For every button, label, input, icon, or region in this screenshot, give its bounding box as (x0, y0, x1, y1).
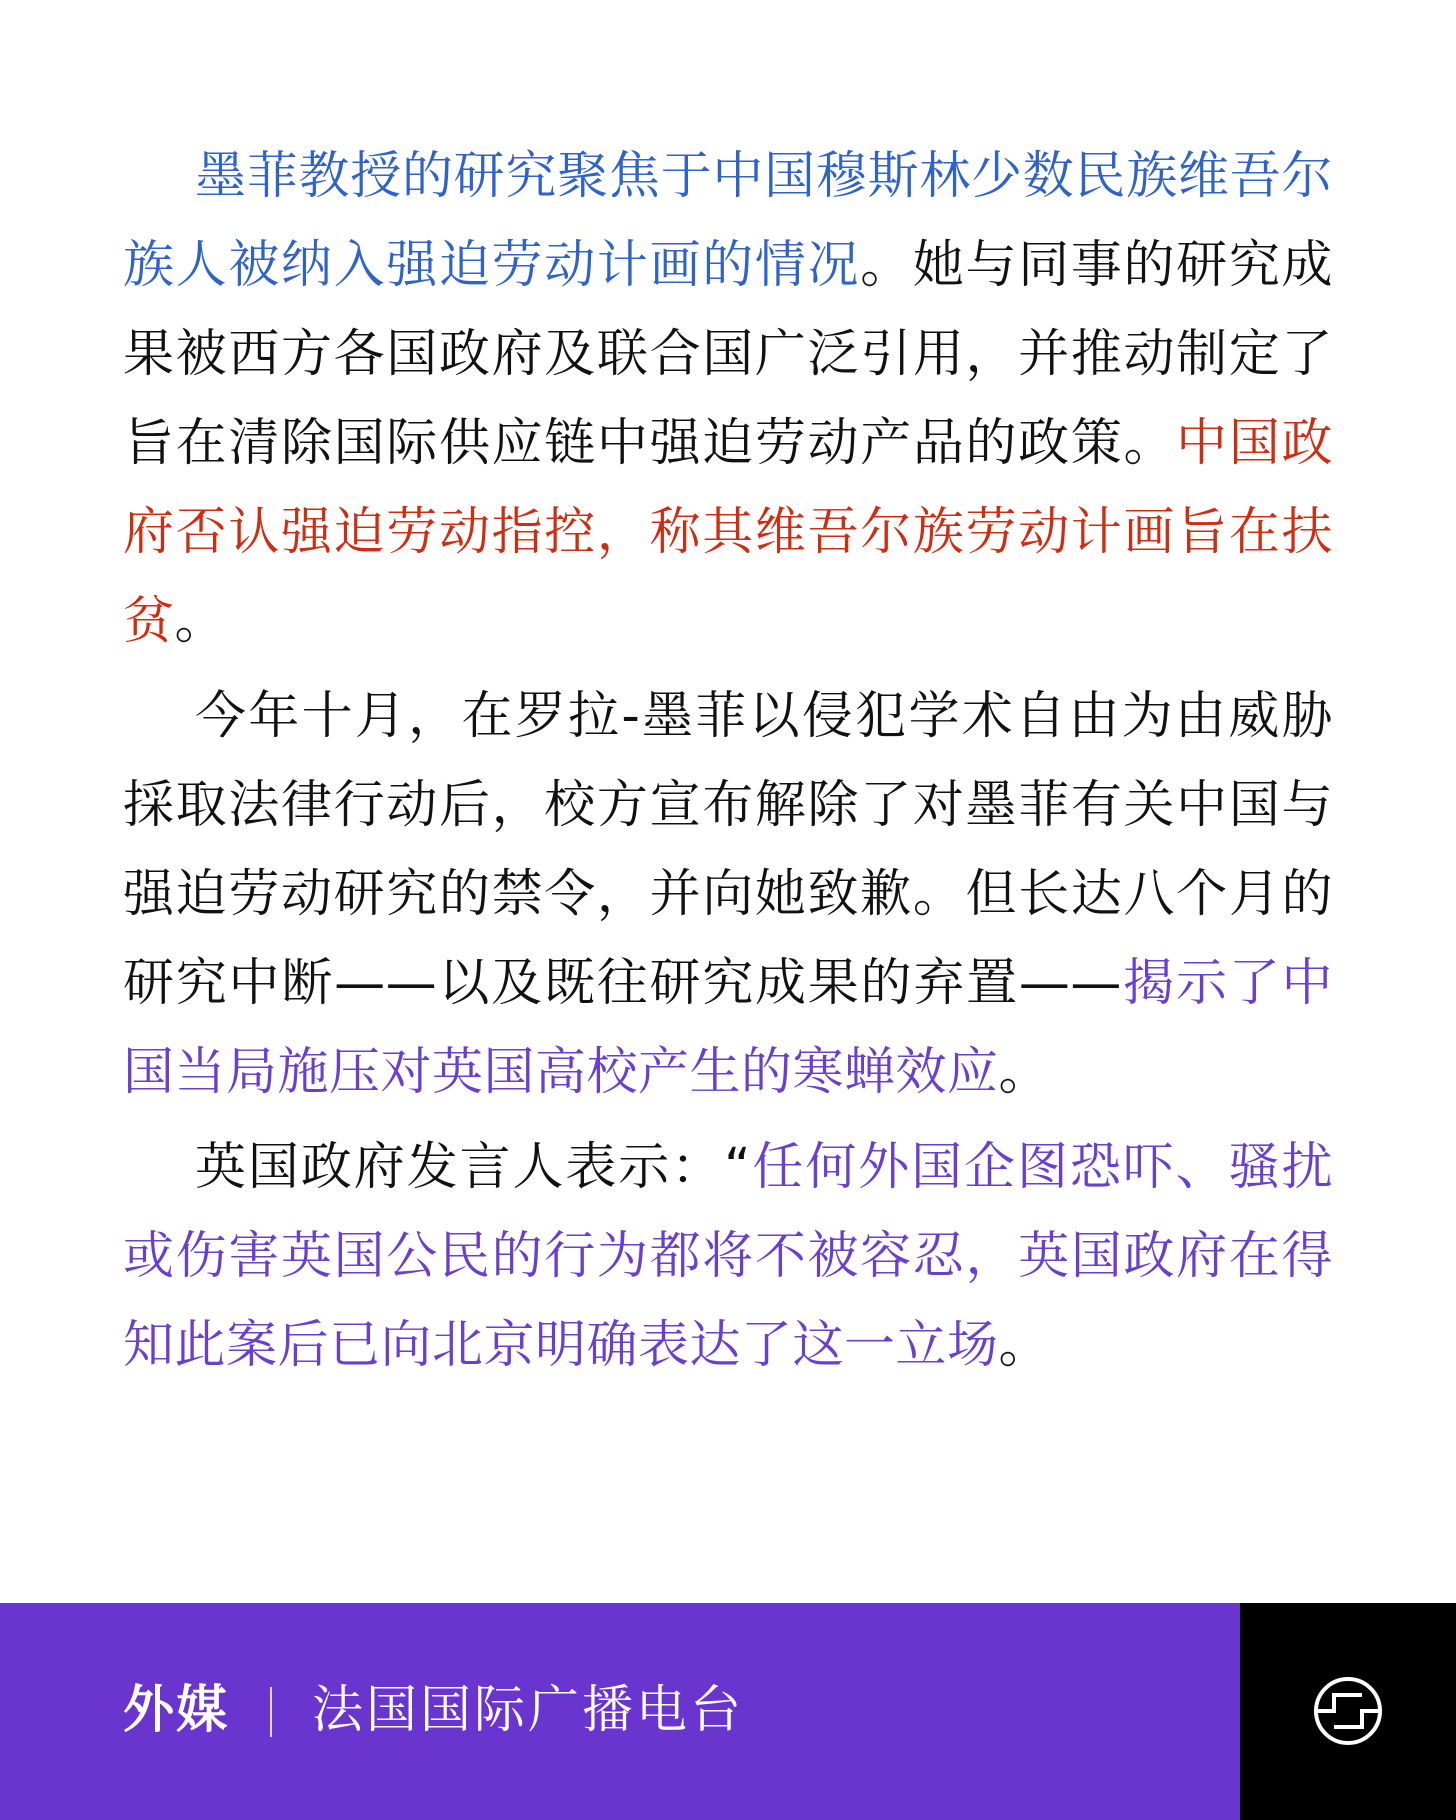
text-research-impact: 。她与同事的研究成果被西方各国政府及联合国广泛引用，并推动制定了旨在清除国际供应链中强迫劳动产品的政策。 (123, 236, 1333, 473)
text-ban-lifted: 今年十月，在罗拉-墨菲以侵犯学术自由为由威胁採取法律行动后，校方宣布解除了对墨菲有关中国与强迫劳动研究的禁令，并向她致歉。但长达八个月的研究中断——以及既往研究成果的弃置—— (123, 687, 1333, 1013)
footer-logo-box (1240, 1603, 1456, 1820)
paragraph-government-statement (123, 1123, 1333, 1390)
text-period: 。 (998, 1316, 1051, 1375)
paragraph-research-focus (123, 132, 1333, 666)
text-period: 。 (998, 1043, 1051, 1102)
text-spokesperson-intro: 英国政府发言人表示：“ (195, 1138, 751, 1197)
highlight-china-denial: 中国政府否认强迫劳动指控，称其维吾尔族劳动计画旨在扶贫 (123, 414, 1333, 651)
highlight-chilling-effect: 揭示了中国当局施压对英国高校产生的寒蝉效应 (123, 954, 1333, 1102)
paragraph-university-ban (123, 672, 1333, 1117)
rfi-circle-logo-icon (1312, 1675, 1384, 1747)
highlight-government-quote: 任何外国企图恐吓、骚扰或伤害英国公民的行为都将不被容忍，英国政府在得知此案后已向北京明确表达了这一立场 (123, 1138, 1333, 1375)
footer-bar (0, 1603, 1240, 1820)
footer-divider (270, 1687, 272, 1737)
article-body (123, 132, 1333, 1396)
text-period: 。 (174, 592, 227, 651)
footer-brand-label: 外媒 (123, 1681, 230, 1740)
footer-source-label: 法国国际广播电台 (312, 1681, 745, 1740)
highlight-research-focus: 墨菲教授的研究聚焦于中国穆斯林少数民族维吾尔族人被纳入强迫劳动计画的情况 (123, 147, 1333, 295)
